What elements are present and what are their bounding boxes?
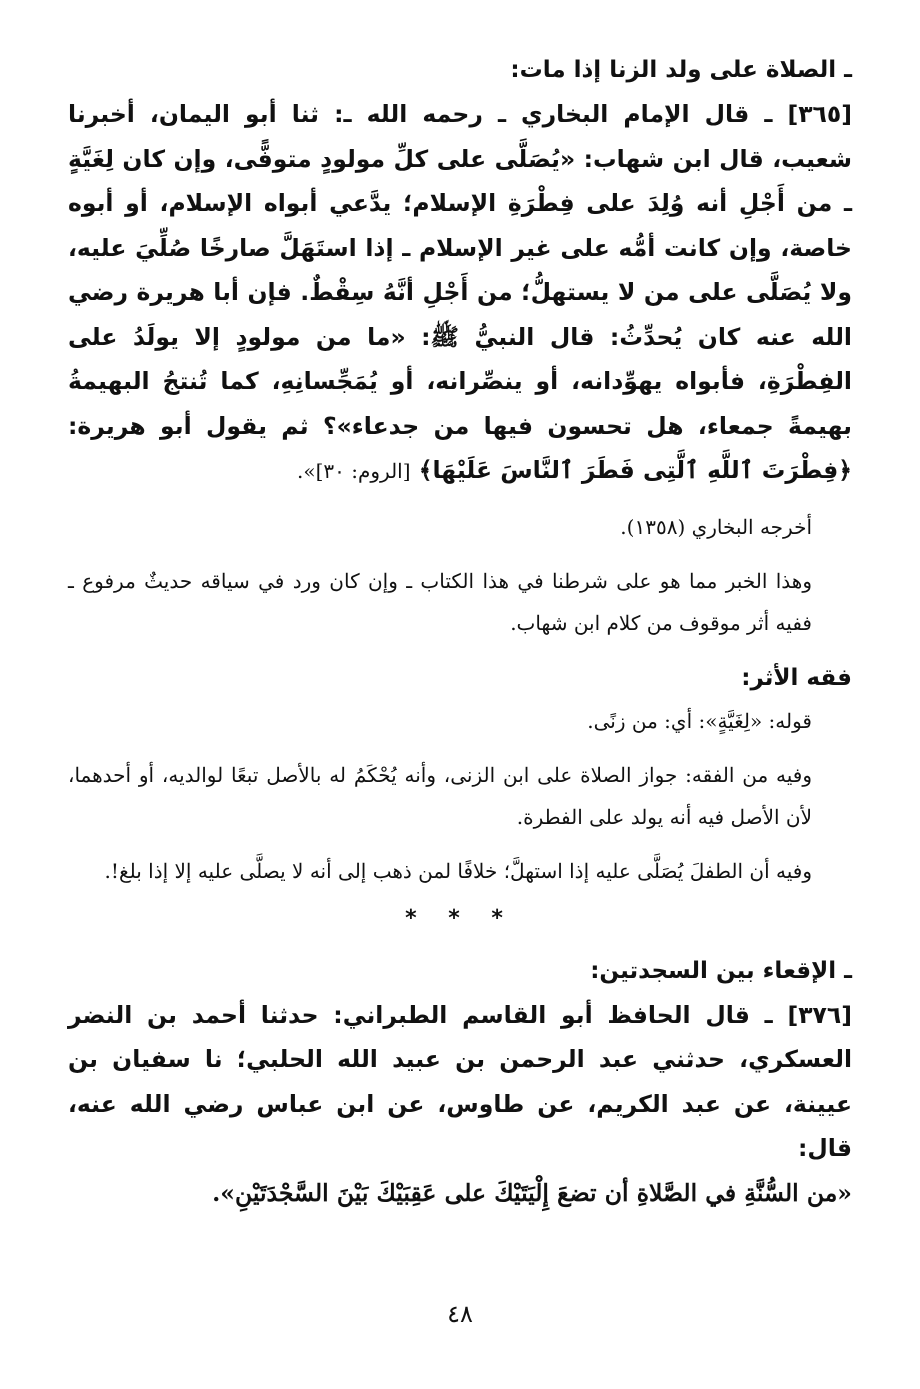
fiqh-heading: فقه الأثر: (741, 664, 852, 691)
hadith-365-text (68, 92, 852, 494)
fiqh-paragraph-3: وفيه أن الطفلَ يُصَلَّى عليه إذا استهلَّ؛ خلافًا لمن ذهب إلى أنه لا يصلَّى عليه إلا إذا بلغ!. (104, 858, 812, 883)
fiqh-paragraph-2: وفيه من الفقه: جواز الصلاة على ابن الزنى، وأنه يُحْكَمُ له بالأصل تبعًا لوالديه، أو أحدهما، لأن الأصل فيه أنه يولد على الفطرة. (68, 762, 812, 829)
hadith-376-quote: «من السُّنَّةِ في الصَّلاةِ أن تضعَ إِلْيَتَيْكَ على عَقِبَيْكَ بَيْنَ السَّجْدَتَيْنِ». (212, 1178, 852, 1207)
fiqh-paragraph-1: قوله: «لِغَيَّةٍ»: أي: من زنًى. (587, 708, 812, 733)
hadith-376-text: [٣٧٦] ـ قال الحافظ أبو القاسم الطبراني: حدثنا أحمد بن النضر العسكري، حدثني عبد الرحمن بن عبيد الله الحلبي؛ نا سفيان بن عيينة، عن عبد الكريم، عن طاوس، عن ابن عباس رضي الله عنه، قال: (68, 1000, 852, 1162)
section-heading-iqaa: ـ الإقعاء بين السجدتين: (590, 957, 852, 984)
hadith-365-body: [٣٦٥] ـ قال الإمام البخاري ـ رحمه الله ـ: ثنا أبو اليمان، أخبرنا شعيب، قال ابن شهاب: «يُصَلَّى على كلِّ مولودٍ متوفًّى، وإن كان لِغَيَّةٍ ـ من أَجْلِ أنه وُلِدَ على فِطْرَةِ الإسلام؛ يدَّعي أبواه الإسلام، أو أبوه خاصة، وإن كانت أمُّه على غير الإسلام ـ إذا استَهَلَّ صارخًا صُلِّيَ عليه، ولا يُصَلَّى على من لا يستهلُّ؛ من أَجْلِ أنَّهُ سِقْطٌ. فإن أبا هريرة رضي الله عنه كان يُحدِّثُ: قال النبيُّ ﷺ: «ما من مولودٍ إلا يولَدُ على الفِطْرَةِ، فأبواه يهوِّدانه، أو ينصِّرانه، أو يُمَجِّسانِهِ، كما تُنتجُ البهيمةُ بهيمةً جمعاء، هل تحسون فيها من جدعاء»؟ ثم يقول أبو هريرة: ﴿فِطْرَتَ ٱللَّهِ ٱلَّتِى فَطَرَ ٱلنَّاسَ عَلَيْهَا﴾ (68, 100, 852, 484)
page-number: ٤٨ (447, 1300, 473, 1328)
commentary-paragraph: وهذا الخبر مما هو على شرطنا في هذا الكتاب ـ وإن كان ورد في سياقه حديثٌ مرفوع ـ ففيه أثر موقوف من كلام ابن شهاب. (68, 568, 812, 635)
takhrij-note: أخرجه البخاري (١٣٥٨). (620, 514, 812, 539)
quran-reference: [الروم: ٣٠]». (297, 459, 411, 483)
section-heading-funeral-prayer: ـ الصلاة على ولد الزنا إذا مات: (510, 57, 852, 83)
section-separator: * * * (405, 905, 515, 931)
